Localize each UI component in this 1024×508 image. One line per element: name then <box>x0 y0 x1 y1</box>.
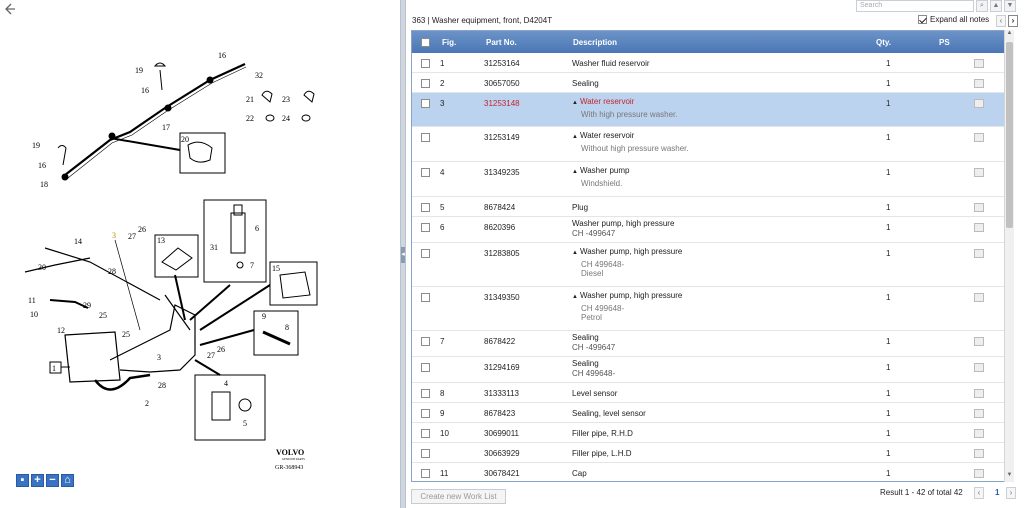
row-fig: 5 <box>440 203 445 212</box>
table-header <box>412 31 1010 53</box>
note-icon[interactable] <box>974 249 984 258</box>
row-description <box>572 389 617 398</box>
row-note: Without high pressure washer. <box>581 144 689 153</box>
collapse-grip-icon[interactable]: ◂ <box>401 247 405 263</box>
zoom-controls <box>16 474 74 487</box>
row-fig: 3 <box>440 99 445 108</box>
row-description <box>572 97 678 119</box>
pointer-icon[interactable]: ▪ <box>16 474 29 487</box>
row-checkbox[interactable] <box>421 389 430 398</box>
svg-text:26: 26 <box>138 225 146 234</box>
table-row[interactable] <box>412 197 1010 217</box>
table-row[interactable] <box>412 383 1010 403</box>
expand-all-checkbox[interactable] <box>918 15 927 24</box>
row-checkbox[interactable] <box>421 79 430 88</box>
row-qty: 1 <box>886 223 891 232</box>
svg-text:23: 23 <box>282 95 290 104</box>
svg-text:16: 16 <box>38 161 46 170</box>
col-ps[interactable]: PS <box>939 38 950 47</box>
row-qty: 1 <box>886 203 891 212</box>
svg-text:12: 12 <box>57 326 65 335</box>
row-part-no[interactable]: 8620396 <box>484 223 516 232</box>
svg-text:26: 26 <box>217 345 225 354</box>
table-row[interactable] <box>412 331 1010 357</box>
row-desc-text: Washer pump, high pressure <box>579 247 683 256</box>
note-icon[interactable] <box>974 79 984 88</box>
svg-text:28: 28 <box>108 267 116 276</box>
svg-text:16: 16 <box>218 51 226 60</box>
svg-text:21: 21 <box>246 95 254 104</box>
row-part-no[interactable]: 31333113 <box>484 389 519 398</box>
table-row[interactable] <box>412 243 1010 287</box>
zoom-in-icon[interactable]: + <box>31 474 44 487</box>
search-icon[interactable]: ⌕ <box>976 0 988 12</box>
row-note: CH -499647 <box>572 229 616 238</box>
row-desc-text: Washer pump, high pressure <box>572 219 675 228</box>
row-qty: 1 <box>886 168 891 177</box>
create-worklist-button[interactable]: Create new Work List <box>411 489 506 504</box>
svg-text:25: 25 <box>99 311 107 320</box>
svg-text:3: 3 <box>112 231 116 240</box>
svg-text:7: 7 <box>250 261 254 270</box>
row-checkbox[interactable] <box>421 469 430 478</box>
svg-text:10: 10 <box>30 310 38 319</box>
row-fig: 11 <box>440 469 449 478</box>
prev-page-button[interactable]: ‹ <box>974 487 984 499</box>
row-desc-text: Sealing <box>572 359 599 368</box>
next-result-icon[interactable]: ▼ <box>1004 0 1016 12</box>
row-fig: 4 <box>440 168 445 177</box>
col-description[interactable]: Description <box>573 38 618 47</box>
row-part-no[interactable]: 8678423 <box>484 409 516 418</box>
row-fig: 9 <box>440 409 445 418</box>
row-part-no[interactable]: 8678422 <box>484 337 516 346</box>
row-description <box>572 203 588 212</box>
note-icon[interactable] <box>974 59 984 68</box>
row-part-no[interactable]: 8678424 <box>484 203 516 212</box>
table-row[interactable] <box>412 93 1010 127</box>
svg-text:8: 8 <box>285 323 289 332</box>
row-desc-text: Sealing <box>572 79 599 88</box>
svg-text:16: 16 <box>141 86 149 95</box>
row-note: With high pressure washer. <box>581 110 678 119</box>
parts-table <box>411 30 1010 482</box>
table-row[interactable] <box>412 73 1010 93</box>
expand-triangle-icon[interactable]: ▲ <box>572 294 578 300</box>
svg-text:25: 25 <box>122 330 130 339</box>
row-description <box>572 79 599 88</box>
svg-text:19: 19 <box>135 66 143 75</box>
row-desc-text: Filler pipe, R.H.D <box>572 429 633 438</box>
row-desc-text: Sealing <box>572 333 599 342</box>
row-desc-text: Filler pipe, L.H.D <box>572 449 632 458</box>
row-fig: 6 <box>440 223 445 232</box>
row-checkbox[interactable] <box>421 293 430 302</box>
col-fig[interactable]: Fig. <box>442 38 457 47</box>
col-qty[interactable]: Qty. <box>876 38 891 47</box>
row-desc-text: Washer fluid reservoir <box>572 59 650 68</box>
row-fig: 8 <box>440 389 445 398</box>
table-row[interactable] <box>412 463 1010 482</box>
note-icon[interactable] <box>974 223 984 232</box>
row-desc-text: Sealing, level sensor <box>572 409 646 418</box>
parts-pane <box>406 0 1024 508</box>
svg-text:30: 30 <box>38 263 46 272</box>
svg-text:20: 20 <box>181 135 189 144</box>
note-icon[interactable] <box>974 363 984 372</box>
row-checkbox[interactable] <box>421 223 430 232</box>
row-part-no[interactable]: 31253149 <box>484 133 520 142</box>
table-row[interactable] <box>412 443 1010 463</box>
row-part-no[interactable]: 30699011 <box>484 429 519 438</box>
row-desc-text: Plug <box>572 203 589 212</box>
note-icon[interactable] <box>974 469 984 478</box>
prev-page-icon[interactable]: ‹ <box>996 15 1006 27</box>
note-icon[interactable] <box>974 99 984 108</box>
svg-text:29: 29 <box>83 301 91 310</box>
svg-text:3: 3 <box>157 353 161 362</box>
home-icon[interactable]: ⌂ <box>61 474 74 487</box>
row-fig: 1 <box>440 59 445 68</box>
row-desc-text: Cap <box>572 469 587 478</box>
prev-result-icon[interactable]: ▲ <box>990 0 1002 12</box>
row-checkbox[interactable] <box>421 168 430 177</box>
expand-all-notes[interactable] <box>918 15 989 24</box>
row-part-no[interactable]: 31253164 <box>484 59 520 68</box>
scroll-thumb[interactable] <box>1006 42 1013 228</box>
svg-text:9: 9 <box>262 312 266 321</box>
row-note-2: Diesel <box>581 269 604 278</box>
row-description <box>572 469 587 478</box>
note-icon[interactable] <box>974 133 984 142</box>
row-note: Windshield. <box>581 179 623 188</box>
row-part-no[interactable]: 31349235 <box>484 168 520 177</box>
note-icon[interactable] <box>974 203 984 212</box>
row-checkbox[interactable] <box>421 249 430 258</box>
svg-text:11: 11 <box>28 296 36 305</box>
row-note-2: Petrol <box>581 313 602 322</box>
volvo-brand-sub: GENUINE PARTS <box>282 457 305 461</box>
row-description <box>572 409 646 418</box>
zoom-out-icon[interactable]: − <box>46 474 59 487</box>
row-qty: 1 <box>886 337 891 346</box>
row-fig: 10 <box>440 429 449 438</box>
note-icon[interactable] <box>974 449 984 458</box>
row-checkbox[interactable] <box>421 449 430 458</box>
table-row[interactable] <box>412 162 1010 197</box>
row-description <box>572 247 682 278</box>
note-icon[interactable] <box>974 293 984 302</box>
note-icon[interactable] <box>974 337 984 346</box>
scroll-up-icon[interactable]: ▲ <box>1006 30 1013 36</box>
svg-text:15: 15 <box>272 264 280 273</box>
note-icon[interactable] <box>974 389 984 398</box>
scroll-down-icon[interactable]: ▼ <box>1006 472 1013 478</box>
diagram-code: GR-368943 <box>275 465 304 470</box>
expand-all-label: Expand all notes <box>930 15 990 24</box>
svg-text:13: 13 <box>157 236 165 245</box>
row-desc-text: Washer pump, high pressure <box>579 291 683 300</box>
table-row[interactable] <box>412 217 1010 243</box>
result-count: Result 1 - 42 of total 42 <box>880 488 963 497</box>
row-qty: 1 <box>886 293 891 302</box>
table-row[interactable] <box>412 357 1010 383</box>
row-fig: 2 <box>440 79 445 88</box>
svg-text:6: 6 <box>255 224 259 233</box>
page-title: 363 | Washer equipment, front, D4204T <box>412 16 553 25</box>
row-desc-text: Water reservoir <box>579 97 635 106</box>
row-note: CH 499648- <box>581 260 625 269</box>
row-part-no[interactable]: 31294169 <box>484 363 520 372</box>
row-qty: 1 <box>886 363 891 372</box>
expand-triangle-icon[interactable]: ▲ <box>572 100 578 106</box>
row-description <box>572 333 615 352</box>
svg-text:19: 19 <box>32 141 40 150</box>
row-note: CH -499647 <box>572 343 616 352</box>
row-checkbox[interactable] <box>421 99 430 108</box>
next-page-icon[interactable]: › <box>1008 15 1018 27</box>
svg-text:1: 1 <box>52 364 56 373</box>
page-number[interactable]: 1 <box>995 488 1000 497</box>
row-qty: 1 <box>886 249 891 258</box>
row-part-no[interactable]: 31349350 <box>484 293 520 302</box>
row-description <box>572 359 615 378</box>
row-description <box>572 59 650 68</box>
row-qty: 1 <box>886 133 891 142</box>
table-row[interactable] <box>412 423 1010 443</box>
svg-text:28: 28 <box>158 381 166 390</box>
row-description <box>572 131 689 153</box>
row-qty: 1 <box>886 429 891 438</box>
note-icon[interactable] <box>974 168 984 177</box>
search-input[interactable]: Search <box>856 0 974 12</box>
row-desc-text: Washer pump <box>579 166 630 175</box>
parts-diagram <box>0 0 400 470</box>
row-note: CH 499648- <box>581 304 625 313</box>
row-part-no[interactable]: 30663929 <box>484 449 520 458</box>
note-icon[interactable] <box>974 429 984 438</box>
svg-text:31: 31 <box>210 243 218 252</box>
row-checkbox[interactable] <box>421 363 430 372</box>
svg-text:2: 2 <box>145 399 149 408</box>
svg-text:4: 4 <box>224 379 228 388</box>
svg-text:17: 17 <box>162 123 170 132</box>
row-checkbox[interactable] <box>421 337 430 346</box>
diagram-pane <box>0 0 400 508</box>
next-page-button[interactable]: › <box>1006 487 1016 499</box>
select-all-checkbox[interactable] <box>421 38 430 47</box>
row-checkbox[interactable] <box>421 133 430 142</box>
svg-text:32: 32 <box>255 71 263 80</box>
expand-triangle-icon[interactable]: ▲ <box>572 169 578 175</box>
row-part-no[interactable]: 30657050 <box>484 79 520 88</box>
svg-text:27: 27 <box>128 232 136 241</box>
col-part-no[interactable]: Part No. <box>486 38 517 47</box>
svg-text:18: 18 <box>40 180 48 189</box>
row-qty: 1 <box>886 449 891 458</box>
table-row[interactable] <box>412 127 1010 162</box>
row-qty: 1 <box>886 79 891 88</box>
row-description <box>572 429 633 438</box>
row-description <box>572 449 632 458</box>
expand-triangle-icon[interactable]: ▲ <box>572 134 578 140</box>
table-row[interactable] <box>412 287 1010 331</box>
row-checkbox[interactable] <box>421 429 430 438</box>
table-row[interactable] <box>412 53 1010 73</box>
row-qty: 1 <box>886 99 891 108</box>
row-description <box>572 166 629 188</box>
row-part-no[interactable]: 30678421 <box>484 469 520 478</box>
svg-text:22: 22 <box>246 114 254 123</box>
row-part-no[interactable]: 31253148 <box>484 99 520 108</box>
table-scrollbar[interactable] <box>1004 30 1014 482</box>
row-desc-text: Water reservoir <box>579 131 635 140</box>
row-qty: 1 <box>886 469 891 478</box>
row-checkbox[interactable] <box>421 203 430 212</box>
volvo-brand: VOLVO <box>276 448 305 457</box>
svg-text:27: 27 <box>207 351 215 360</box>
expand-triangle-icon[interactable]: ▲ <box>572 250 578 256</box>
row-desc-text: Level sensor <box>572 389 618 398</box>
svg-text:5: 5 <box>243 419 247 428</box>
row-qty: 1 <box>886 409 891 418</box>
svg-text:14: 14 <box>74 237 82 246</box>
row-note: CH 499648- <box>572 369 616 378</box>
row-checkbox[interactable] <box>421 409 430 418</box>
svg-text:24: 24 <box>282 114 290 123</box>
row-description <box>572 291 682 322</box>
table-row[interactable] <box>412 403 1010 423</box>
row-fig: 7 <box>440 337 445 346</box>
row-part-no[interactable]: 31283805 <box>484 249 520 258</box>
note-icon[interactable] <box>974 409 984 418</box>
row-description <box>572 219 674 238</box>
row-qty: 1 <box>886 59 891 68</box>
row-qty: 1 <box>886 389 891 398</box>
row-checkbox[interactable] <box>421 59 430 68</box>
